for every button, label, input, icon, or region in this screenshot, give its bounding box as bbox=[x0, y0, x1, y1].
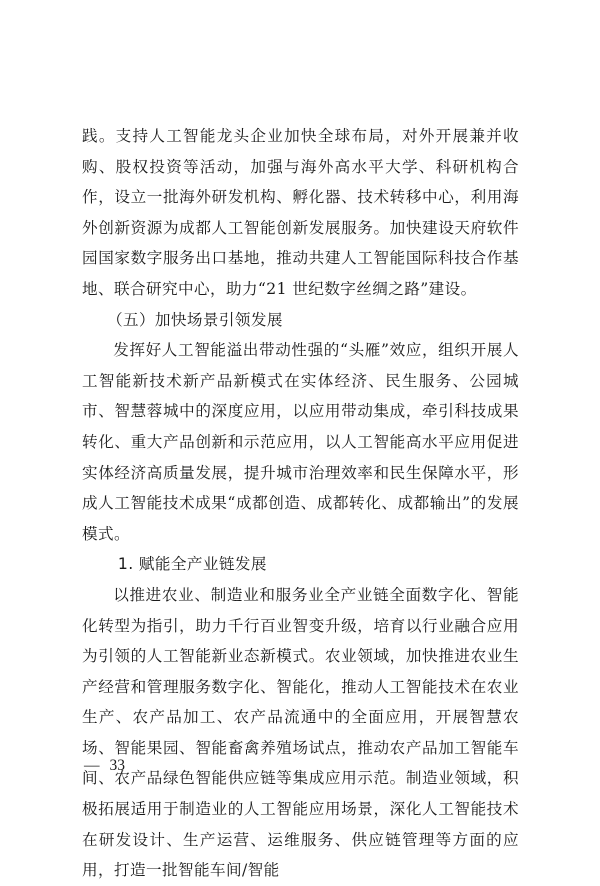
footer-dash: — bbox=[84, 757, 100, 774]
page-footer bbox=[84, 756, 125, 776]
subsection-heading: 1. 赋能全产业链发展 bbox=[117, 555, 267, 574]
paragraph: 发挥好人工智能溢出带动性强的“头雁”效应，组织开展人工智能新技术新产品新模式在实体经济、民生服务、公园城市、智慧蓉城中的深度应用，以应用带动集成，牵引科技成果转化、重大产品创新和示范应用，以人工智能高水平应用促进实体经济高质量发展，提升城市治理效率和民生保障水平，形成人工智能技术成果“成都创造、成都转化、成都输出”的发展模式。 bbox=[82, 341, 519, 543]
paragraph: 以推进农业、制造业和服务业全产业链全面数字化、智能化转型为指引，助力千行百业智变升级，培育以行业融合应用为引领的人工智能新业态新模式。农业领域，加快推进农业生产经营和管理服务数字化、智能化，推动人工智能技术在农业生产、农产品加工、农产品流通中的全面应用，开展智慧农场、智能果园、智能畜禽养殖场试点，推动农产品加工智能车间、农产品绿色智能供应链等集成应用示范。制造业领域，积极拓展适用于制造业的人工智能应用场景，深化人工智能技术在研发设计、生产运营、运维服务、供应链管理等方面的应用，打造一批智能车间/智能 bbox=[82, 585, 519, 880]
page-number: 33 bbox=[109, 757, 125, 774]
section-heading: （五）加快场景引领发展 bbox=[106, 310, 283, 329]
document-body bbox=[82, 121, 519, 886]
paragraph-continued: 践。支持人工智能龙头企业加快全球布局，对外开展兼并收购、股权投资等活动，加强与海外高水平大学、科研机构合作，设立一批海外研发机构、孵化器、技术转移中心，利用海外创新资源为成都人工智能创新发展服务。加快建设天府软件园国家数字服务出口基地，推动共建人工智能国际科技合作基地、联合研究中心，助力“21 世纪数字丝绸之路”建设。 bbox=[82, 127, 519, 298]
